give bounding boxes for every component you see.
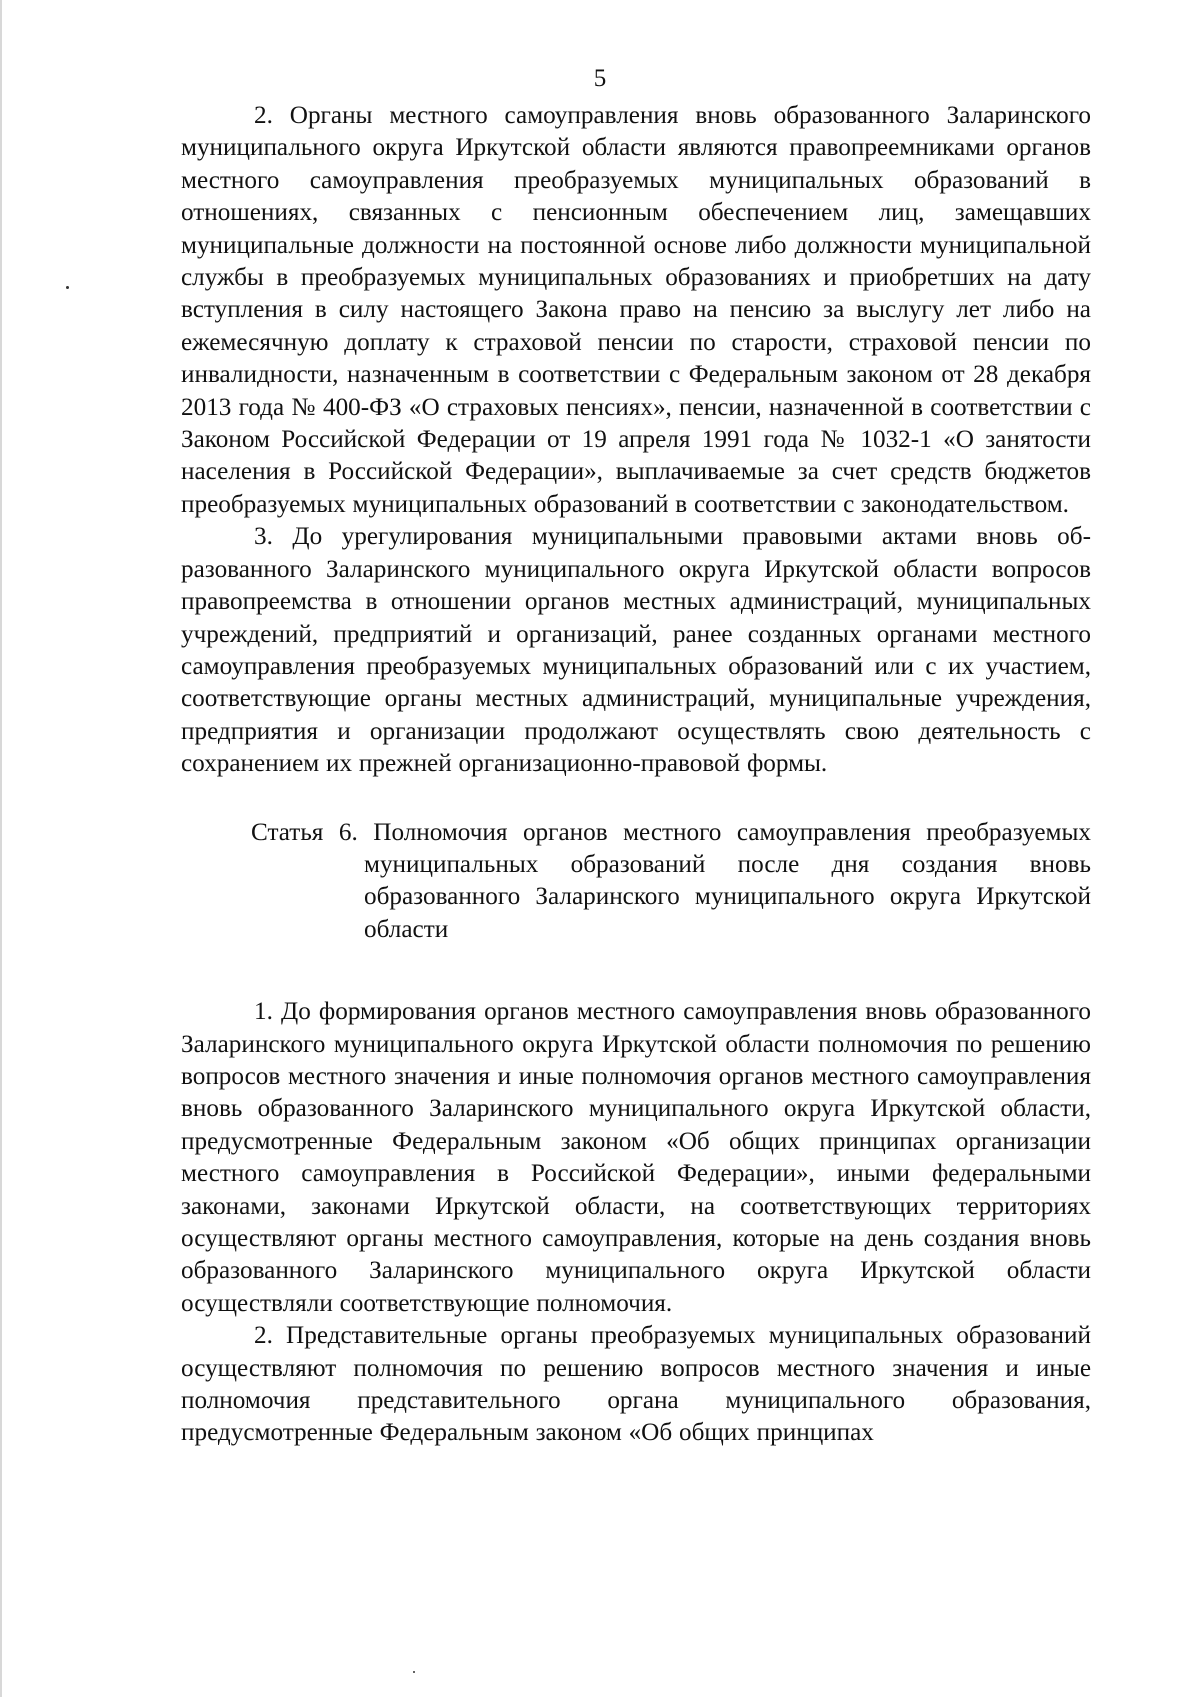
paragraph-2-succession-pensions: 2. Органы местного самоуправления вновь образованного Заларинского муниципального округа Иркутской области являются правопреемниками органов местного самоуправления преобразуемых муниципальных образований в отношениях, связанных с пенсионным обеспечением лиц, замещавших муниципальные должности на постоянной основе либо должности муниципальной службы в преобразуемых муниципальных образованиях и приобретших на дату вступления в силу настоящего Закона право на пенсию за выслугу лет либо на ежемесячную доплату к страховой пенсии по старости, страховой пенсии по инвалидности, назначенным в соответствии с Федеральным законом от 28 декабря 2013 года № 400-ФЗ «О страховых пенсиях», пенсии, назначенной в соответствии с Законом Российской Федерации от 19 апреля 1991 года № 1032-1 «О занятости населения в Российской Федерации», выплачиваемые за счет средств бюджетов преобразуемых муниципальных образований в соответствии с законодательством. bbox=[181, 102, 1091, 518]
paragraph-1-transitional-powers: 1. До формирования органов местного самоуправления вновь образованного Заларинского муниципального округа Иркутской области полномочия по решению вопросов местного значения и иные полномочия органов местного самоуправления вновь образованного Заларинского муниципального округа Иркутской области, предусмотренные Федеральным законом «Об общих принципах организации местного самоуправления в Российской Федерации», иными федеральными законами, законами Иркутской области, на соответствующих территориях осуществляют органы местного самоуправления, которые на день создания вновь образованного Заларинского муниципального округа Иркутской области осуществляли соответствующие полномочия. bbox=[181, 998, 1091, 1317]
scan-speck bbox=[66, 286, 69, 289]
paragraph-2-representative-bodies: 2. Представительные органы преобразуемых муниципальных образований осуществляют полномочия по решению вопросов местного значения и иные полномочия представительного органа муниципального образования, предусмотренные Федеральным законом «Об общих принципах bbox=[181, 1322, 1091, 1447]
page-number: 5 bbox=[593, 65, 607, 92]
article-label: Статья 6. bbox=[251, 818, 358, 846]
article-title: Полномочия органов местного самоуправления преобразуемых муниципальных образований после дня создания вновь образованного Заларинского муниципального округа Иркутской области bbox=[364, 818, 1092, 943]
paragraph-3-succession-institutions: 3. До урегулирования муниципальными правовыми актами вновь образованного Заларинского муниципального округа Иркутской области вопросов правопреемства в отношении органов местных администраций, муниципальных учреждений, предприятий и организаций, ранее созданных органами местного самоуправления преобразуемых муниципальных образований или с их участием, соответствующие органы местных администраций, муниципальные учреждения, предприятия и организации продолжают осуществлять свою деятельность с сохранением их прежней организационно-правовой формы. bbox=[181, 523, 1091, 778]
scan-edge bbox=[0, 0, 2, 1697]
spacer bbox=[181, 946, 1091, 996]
scan-speck bbox=[413, 1671, 415, 1673]
page-body bbox=[181, 100, 1091, 1450]
article-6-heading bbox=[251, 817, 1091, 947]
